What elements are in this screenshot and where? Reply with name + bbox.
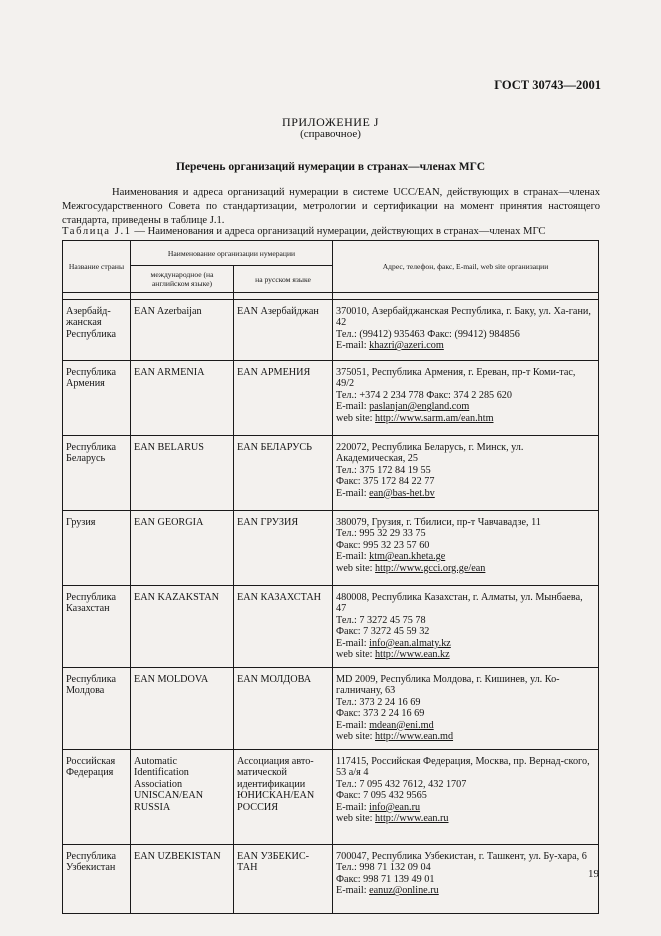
fax-line: Факс: 375 172 84 22 77: [336, 476, 435, 488]
email-line: [336, 885, 595, 896]
web-line: [336, 649, 595, 660]
fax-line: Факс: 995 32 23 57 60: [336, 539, 430, 551]
email-link[interactable]: info@ean.almaty.kz: [369, 637, 451, 649]
intl-name-cell: EAN BELARUS: [131, 436, 234, 511]
ru-name-cell: EAN МОЛДОВА: [234, 668, 333, 750]
tel-line: Тел.: (99412) 935463 Факс: (99412) 984856: [336, 328, 520, 340]
table-row: [63, 361, 599, 436]
spacer-cell: [234, 293, 333, 300]
contacts-cell: [333, 300, 599, 361]
email-label: E-mail:: [336, 340, 370, 352]
web-label: web site:: [336, 562, 376, 574]
contacts-cell: [333, 436, 599, 511]
table-row: [63, 300, 599, 361]
web-line: [336, 563, 595, 574]
ru-name-cell: EAN АРМЕНИЯ: [234, 361, 333, 436]
web-link[interactable]: http://www.ean.md: [375, 731, 454, 743]
fax-line: Факс: 7 3272 45 59 32: [336, 626, 430, 638]
intl-name-cell: EAN UZBEKISTAN: [131, 845, 234, 914]
ru-name-cell: Ассоциация авто-матической идентификации ЮНИСКАН/EAN РОССИЯ: [234, 750, 333, 845]
tel-line: Тел.: 375 172 84 19 55: [336, 464, 431, 476]
email-link[interactable]: paslanjan@england.com: [369, 401, 470, 413]
table-caption-text: — Наименования и адреса организаций нумерации, действующих в странах—членах МГС: [131, 226, 546, 237]
contacts-cell: [333, 586, 599, 668]
ru-name-cell: EAN БЕЛАРУСЬ: [234, 436, 333, 511]
country-cell: Российская Федерация: [63, 750, 131, 845]
table-row: [63, 586, 599, 668]
tel-line: Тел.: 995 32 29 33 75: [336, 528, 426, 540]
section-title: Перечень организаций нумерации в странах—членах МГС: [175, 161, 486, 173]
web-line: [336, 813, 595, 824]
contacts-cell: [333, 361, 599, 436]
ru-name-cell: EAN КАЗАХСТАН: [234, 586, 333, 668]
intro-paragraph: Наименования и адреса организаций нумерации в системе UCC/EAN, действующих в странах—членах Межгосударственного Совета по стандартизации, метрологии и сертификации на момент принятия настоящего стандарта, приведены в таблице J.1.: [62, 187, 600, 227]
country-cell: Грузия: [63, 511, 131, 586]
appendix-title: ПРИЛОЖЕНИЕ J: [282, 115, 379, 129]
email-line: [336, 551, 595, 562]
address-line: 370010, Азербайджанская Республика, г. Баку, ул. Ха-гани, 42: [336, 306, 591, 329]
address-line: 700047, Республика Узбекистан, г. Ташкент, ул. Бу-хара, 6: [336, 851, 587, 862]
country-cell: Республика Узбекистан: [63, 845, 131, 914]
table-caption-prefix: Таблица J.1: [62, 226, 132, 237]
fax-line: Факс: 7 095 432 9565: [336, 790, 427, 802]
table-row: [63, 511, 599, 586]
table-row: [63, 845, 599, 914]
tel-line: Тел.: 7 095 432 7612, 432 1707: [336, 778, 467, 790]
contacts-cell: [333, 668, 599, 750]
ru-name-cell: EAN Азербайджан: [234, 300, 333, 361]
email-link[interactable]: info@ean.ru: [369, 801, 421, 813]
address-line: 375051, Республика Армения, г. Ереван, пр-т Коми-тас, 49/2: [336, 367, 576, 390]
intl-name-cell: EAN KAZAKSTAN: [131, 586, 234, 668]
email-line: [336, 720, 595, 731]
web-link[interactable]: http://www.sarm.am/ean.htm: [375, 412, 494, 424]
web-link[interactable]: http://www.ean.kz: [375, 649, 450, 661]
address-line: MD 2009, Республика Молдова, г. Кишинев, ул. Ко-галничану, 63: [336, 674, 560, 697]
tel-line: Тел.: +374 2 234 778 Факс: 374 2 285 620: [336, 389, 512, 401]
email-link[interactable]: ktm@ean.kheta.ge: [369, 551, 446, 563]
appendix-subtitle: (справочное): [300, 128, 361, 140]
spacer-cell: [333, 293, 599, 300]
address-line: 220072, Республика Беларусь, г. Минск, ул. Академическая, 25: [336, 442, 524, 465]
email-line: [336, 488, 595, 499]
document-code: ГОСТ 30743—2001: [494, 78, 601, 92]
table-row: [63, 436, 599, 511]
web-label: web site:: [336, 731, 376, 743]
fax-line: Факс: 373 2 24 16 69: [336, 708, 425, 720]
email-line: [336, 638, 595, 649]
intl-name-cell: EAN Azerbaijan: [131, 300, 234, 361]
country-cell: Азербайд-жанская Республика: [63, 300, 131, 361]
email-label: E-mail:: [336, 637, 370, 649]
spacer-cell: [63, 293, 131, 300]
email-label: E-mail:: [336, 885, 370, 897]
email-line: [336, 802, 595, 813]
web-line: [336, 731, 595, 742]
header-country: Название страны: [63, 241, 131, 293]
country-cell: Республика Казахстан: [63, 586, 131, 668]
header-org-name: Наименование организации нумерации: [131, 241, 333, 266]
country-cell: Республика Молдова: [63, 668, 131, 750]
address-line: 480008, Республика Казахстан, г. Алматы, ул. Мынбаева, 47: [336, 592, 583, 615]
header-contacts: Адрес, телефон, факс, E-mail, web site организации: [333, 241, 599, 293]
email-label: E-mail:: [336, 551, 370, 563]
email-label: E-mail:: [336, 401, 370, 413]
web-link[interactable]: http://www.gcci.org.ge/ean: [375, 562, 486, 574]
email-line: [336, 340, 595, 351]
web-label: web site:: [336, 649, 376, 661]
web-label: web site:: [336, 813, 376, 825]
intl-name-cell: EAN GEORGIA: [131, 511, 234, 586]
address-line: 117415, Российская Федерация, Москва, пр. Вернад-ского, 53 а/я 4: [336, 756, 590, 779]
fax-line: Факс: 998 71 139 49 01: [336, 873, 435, 885]
header-ru: на русском языке: [234, 266, 333, 293]
tel-line: Тел.: 7 3272 45 75 78: [336, 614, 426, 626]
email-link[interactable]: mdean@eni.md: [369, 719, 434, 731]
table-body: [63, 293, 599, 914]
email-line: [336, 401, 595, 412]
table-row: [63, 668, 599, 750]
web-line: [336, 413, 595, 424]
page-number: 19: [588, 868, 599, 880]
email-label: E-mail:: [336, 487, 370, 499]
intl-name-cell: EAN ARMENIA: [131, 361, 234, 436]
organizations-table: [62, 240, 599, 914]
email-link[interactable]: khazri@azeri.com: [369, 340, 444, 352]
ru-name-cell: EAN ГРУЗИЯ: [234, 511, 333, 586]
ru-name-cell: EAN УЗБЕКИС-ТАН: [234, 845, 333, 914]
contacts-cell: [333, 750, 599, 845]
web-label: web site:: [336, 412, 376, 424]
spacer-row: [63, 293, 599, 300]
table-caption: [62, 226, 622, 237]
contacts-cell: [333, 845, 599, 914]
web-link[interactable]: http://www.ean.ru: [375, 813, 449, 825]
table-row: [63, 750, 599, 845]
country-cell: Республика Беларусь: [63, 436, 131, 511]
intl-name-cell: Automatic Identification Association UNISCAN/EAN RUSSIA: [131, 750, 234, 845]
spacer-cell: [131, 293, 234, 300]
address-line: 380079, Грузия, г. Тбилиси, пр-т Чавчавадзе, 11: [336, 517, 541, 528]
email-link[interactable]: eanuz@online.ru: [369, 885, 439, 897]
intl-name-cell: EAN MOLDOVA: [131, 668, 234, 750]
header-intl: международное (на английском языке): [131, 266, 234, 293]
contacts-cell: [333, 511, 599, 586]
email-label: E-mail:: [336, 719, 370, 731]
email-link[interactable]: ean@bas-het.bv: [369, 487, 435, 499]
email-label: E-mail:: [336, 801, 370, 813]
tel-line: Тел.: 373 2 24 16 69: [336, 696, 421, 708]
tel-line: Тел.: 998 71 132 09 04: [336, 862, 431, 874]
country-cell: Республика Армения: [63, 361, 131, 436]
